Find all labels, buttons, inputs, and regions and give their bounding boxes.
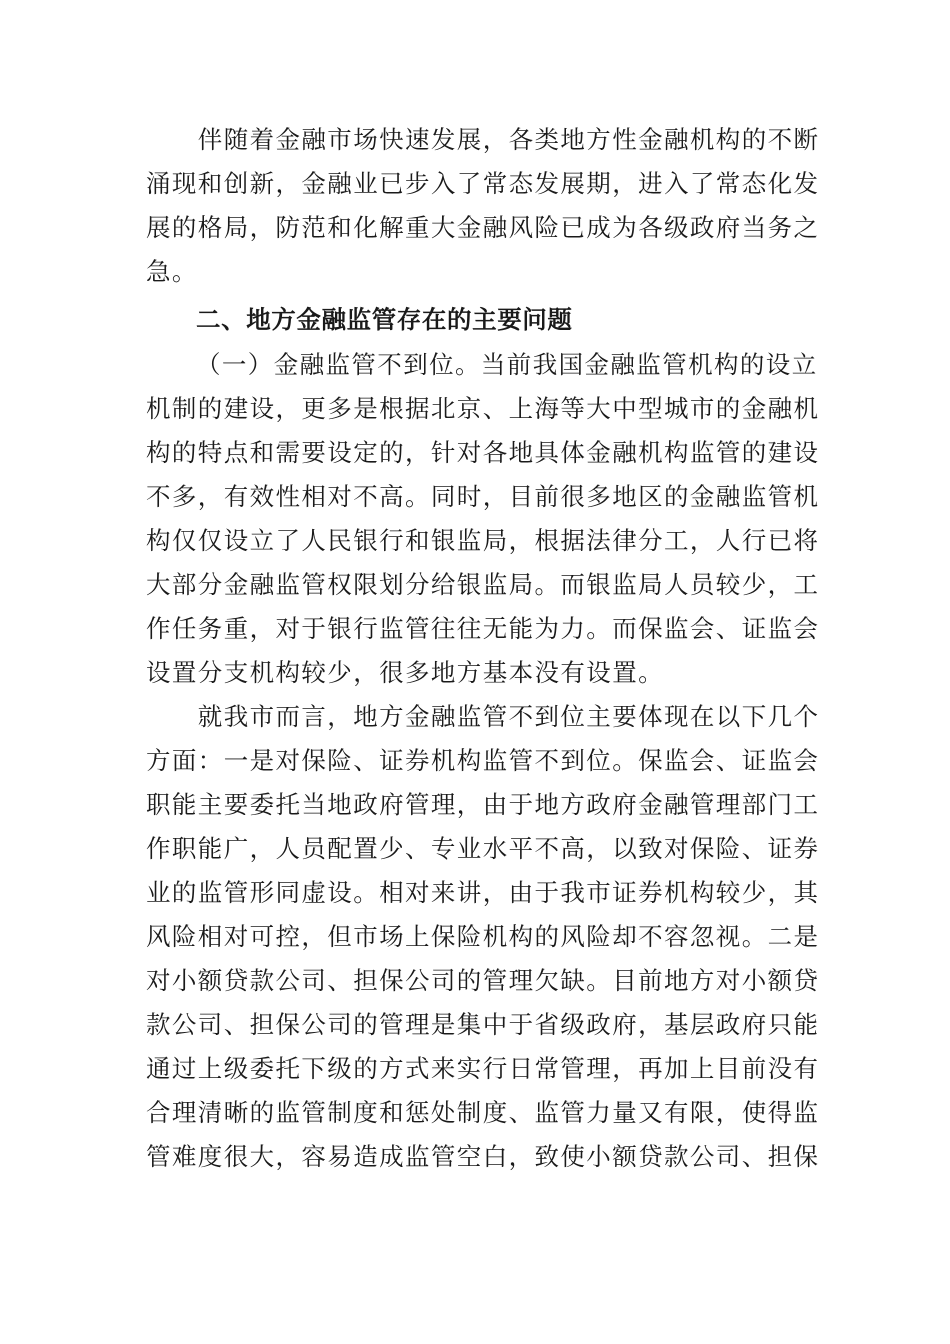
section-heading: 二、地方金融监管存在的主要问题 <box>196 305 573 334</box>
paragraph-3-line-10: 合理清晰的监管制度和惩处制度、监管力量又有限，使得监 <box>146 1098 820 1127</box>
paragraph-2-line-7: 作任务重，对于银行监管往往无能为力。而保监会、证监会 <box>146 614 820 643</box>
paragraph-3-line-11: 管难度很大，容易造成监管空白，致使小额贷款公司、担保 <box>146 1142 820 1171</box>
paragraph-2-line-1: （一）金融监管不到位。当前我国金融监管机构的设立 <box>196 350 818 379</box>
paragraph-2-line-6: 大部分金融监管权限划分给银监局。而银监局人员较少，工 <box>146 570 820 599</box>
paragraph-2-line-8: 设置分支机构较少，很多地方基本没有设置。 <box>146 658 664 687</box>
paragraph-2-line-2: 机制的建设，更多是根据北京、上海等大中型城市的金融机 <box>146 394 820 423</box>
paragraph-3-line-7: 对小额贷款公司、担保公司的管理欠缺。目前地方对小额贷 <box>146 966 820 995</box>
paragraph-3-line-9: 通过上级委托下级的方式来实行日常管理，再加上目前没有 <box>146 1054 820 1083</box>
paragraph-1-line-4: 急。 <box>146 257 198 286</box>
paragraph-1-line-1: 伴随着金融市场快速发展，各类地方性金融机构的不断 <box>146 125 820 154</box>
paragraph-1-line-3: 展的格局，防范和化解重大金融风险已成为各级政府当务之 <box>146 213 820 242</box>
paragraph-3-line-4: 作职能广，人员配置少、专业水平不高，以致对保险、证券 <box>146 834 820 863</box>
paragraph-2-line-5: 构仅仅设立了人民银行和银监局，根据法律分工，人行已将 <box>146 526 820 555</box>
paragraph-2-line-3: 构的特点和需要设定的，针对各地具体金融机构监管的建设 <box>146 438 820 467</box>
paragraph-3-line-1: 就我市而言，地方金融监管不到位主要体现在以下几个 <box>146 702 820 731</box>
paragraph-3-line-6: 风险相对可控，但市场上保险机构的风险却不容忽视。二是 <box>146 922 820 951</box>
paragraph-1-line-2: 涌现和创新，金融业已步入了常态发展期，进入了常态化发 <box>146 169 820 198</box>
paragraph-3-line-2: 方面：一是对保险、证券机构监管不到位。保监会、证监会 <box>146 746 820 775</box>
paragraph-2-line-4: 不多，有效性相对不高。同时，目前很多地区的金融监管机 <box>146 482 820 511</box>
paragraph-3-line-5: 业的监管形同虚设。相对来讲，由于我市证券机构较少，其 <box>146 878 820 907</box>
paragraph-3-line-3: 职能主要委托当地政府管理，由于地方政府金融管理部门工 <box>146 790 820 819</box>
paragraph-3-line-8: 款公司、担保公司的管理是集中于省级政府，基层政府只能 <box>146 1010 820 1039</box>
